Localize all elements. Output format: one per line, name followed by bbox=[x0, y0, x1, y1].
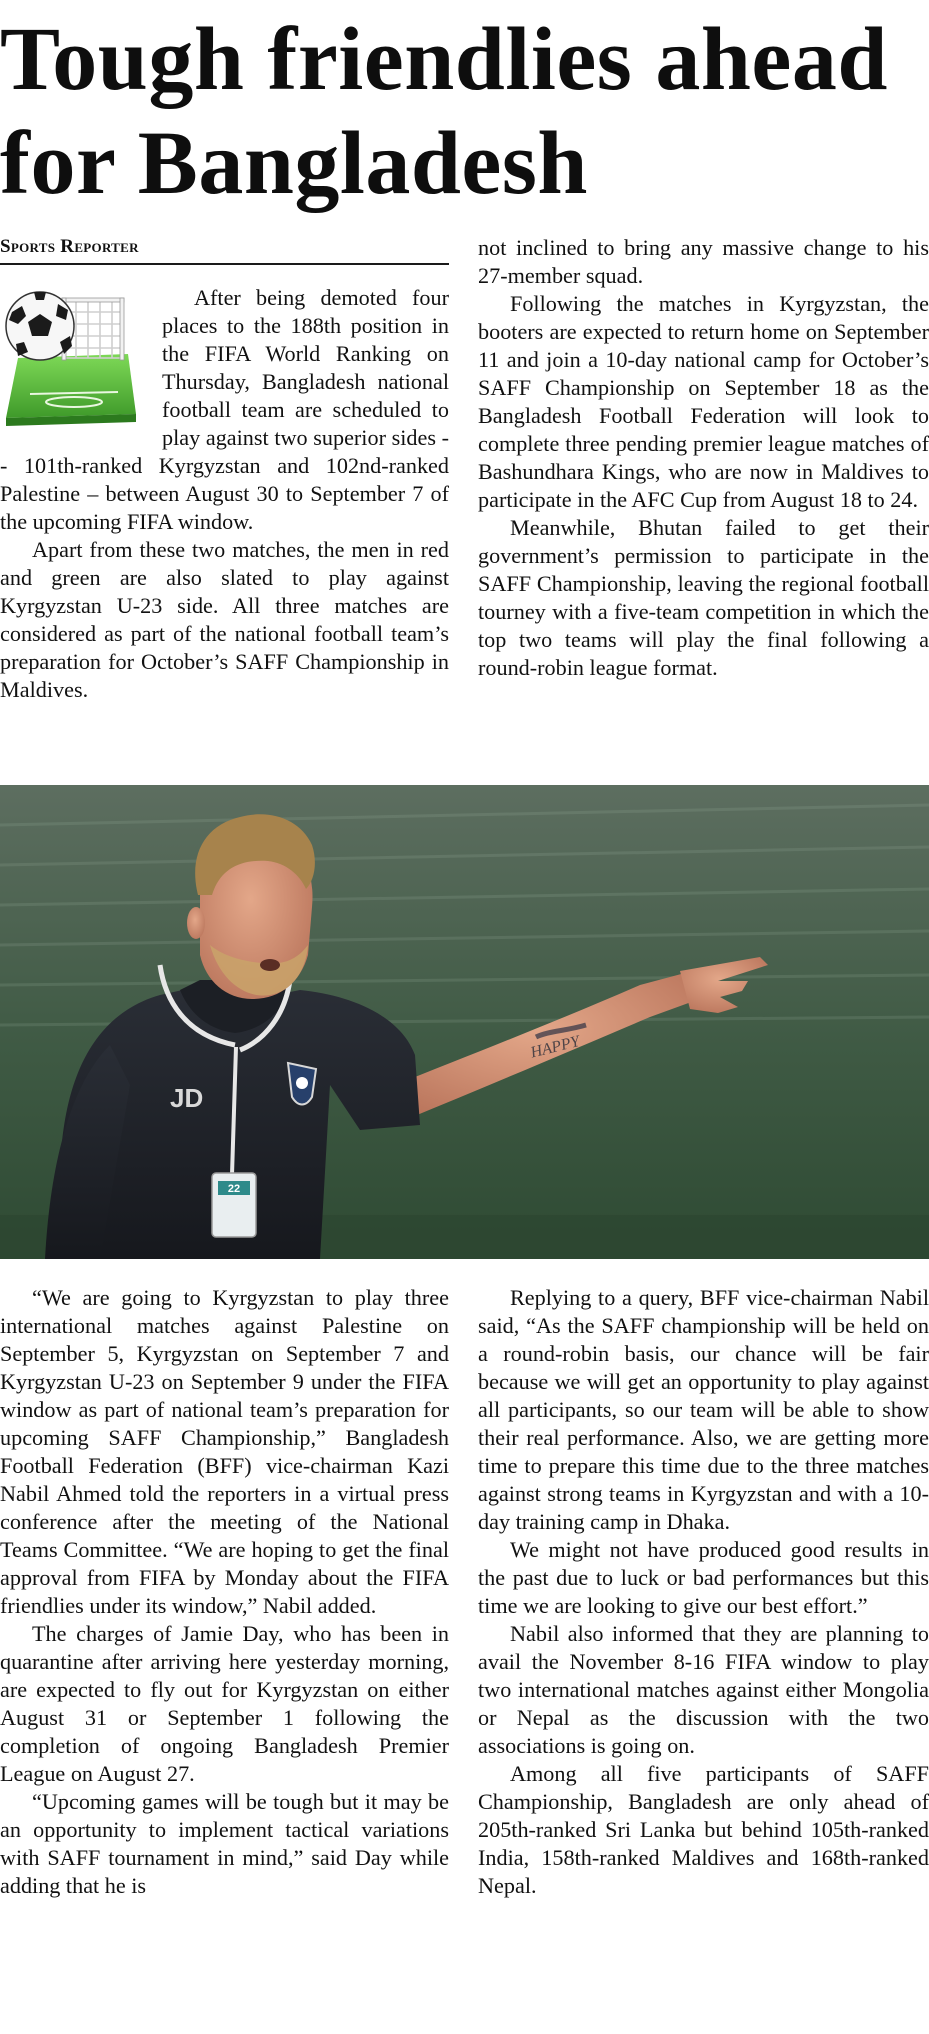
arm-tattoo: HAPPY bbox=[528, 1033, 582, 1062]
paragraph: “Upcoming games will be tough but it may be an opportunity to implement tactical variations with SAFF tournament in mind,” said Day while adding that he is bbox=[0, 1789, 449, 1898]
paragraph: Meanwhile, Bhutan failed to get their government’s permission to participate in the SAFF Championship, leaving the regional football tourney with a five-team competition in which the top two teams will play the final following a round-robin league format. bbox=[478, 515, 929, 680]
badge-number: 22 bbox=[227, 1183, 241, 1195]
coach-photo bbox=[0, 785, 929, 1259]
headline-line-1: Tough friendlies ahead bbox=[0, 10, 888, 109]
shirt-initials: JD bbox=[170, 1083, 204, 1113]
paragraph: Replying to a query, BFF vice-chairman Nabil said, “As the SAFF championship will be held on a round-robin basis, our chance will be fair because we will get an opportunity to play against all participants, so our team will be able to show their real performance. Also, we are getting more time to prepare this time due to the three matches against strong teams in Kyrgyzstan and with a 10-day training camp in Dhaka. bbox=[478, 1285, 929, 1534]
paragraph: Among all five participants of SAFF Championship, Bangladesh are only ahead of 205th-ranked Sri Lanka but behind 105th-ranked India, 158th-ranked Maldives and 168th-ranked Nepal. bbox=[478, 1761, 929, 1898]
paragraph: Nabil also informed that they are planning to avail the November 8-16 FIFA window to play two international matches against either Mongolia or Nepal as the discussion with the two associations is going on. bbox=[478, 1621, 929, 1758]
paragraph: not inclined to bring any massive change to his 27-member squad. bbox=[478, 235, 929, 288]
coach-pointing-image bbox=[0, 785, 929, 1259]
paragraph: We might not have produced good results in the past due to luck or bad performances but this time we are looking to give our best effort.” bbox=[478, 1537, 929, 1618]
paragraph: Apart from these two matches, the men in red and green are also slated to play against Kyrgyzstan U-23 side. All three matches are considered as part of the national football team’s preparation for October’s SAFF Championship in Maldives. bbox=[0, 537, 449, 702]
paragraph: The charges of Jamie Day, who has been in quarantine after arriving here yesterday morning, are expected to fly out for Kyrgyzstan on either August 31 or September 1 following the completion of ongoing Bangladesh Premier League on August 27. bbox=[0, 1621, 449, 1786]
paragraph: Following the matches in Kyrgyzstan, the booters are expected to return home on September 11 and join a 10-day national camp for October’s SAFF Championship on September 18 as the Bangladesh Football Federation will look to complete three pending premier league matches of Bashundhara Kings, who are now in Maldives to participate in the AFC Cup from August 18 to 24. bbox=[478, 291, 929, 512]
paragraph: “We are going to Kyrgyzstan to play three international matches against Palestine on September 5, Kyrgyzstan on September 7 and Kyrgyzstan U-23 on September 9 under the FIFA window as part of national team’s preparation for upcoming SAFF Championship,” Bangladesh Football Federation (BFF) vice-chairman Kazi Nabil Ahmed told the reporters in a virtual press conference after the meeting of the National Teams Committee. “We are hoping to get the final approval from FIFA by Monday about the FIFA friendlies under its window,” Nabil added. bbox=[0, 1285, 449, 1618]
article-column-bottom-right bbox=[478, 1284, 929, 1900]
article-column-top-left bbox=[0, 284, 449, 704]
byline: Sports Reporter bbox=[0, 236, 449, 265]
article-column-bottom-left bbox=[0, 1284, 449, 1900]
paragraph: After being demoted four places to the 188th position in the FIFA World Ranking on Thursday, Bangladesh national football team are scheduled to play against two superior sides -- 101th-ranked Kyrgyzstan and 102nd-ranked Palestine – between August 30 to September 7 of the upcoming FIFA window. bbox=[0, 285, 449, 534]
headline bbox=[0, 8, 929, 216]
headline-line-2: for Bangladesh bbox=[0, 114, 588, 213]
article-column-top-right bbox=[478, 234, 929, 682]
football-goal-icon bbox=[0, 286, 140, 426]
